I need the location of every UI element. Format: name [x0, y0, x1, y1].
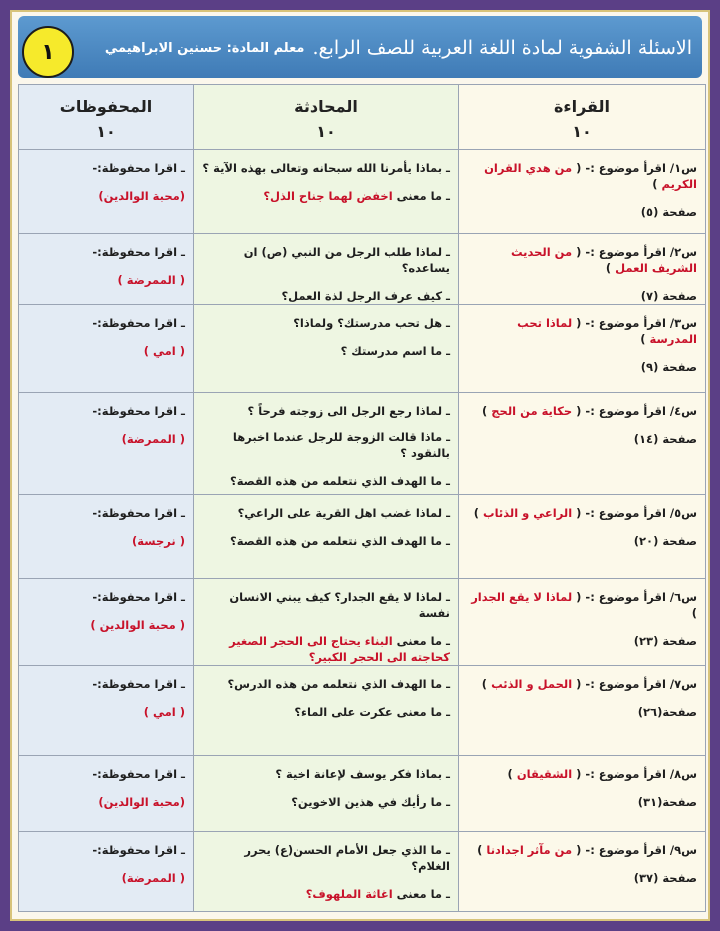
reading-question [467, 244, 697, 276]
reading-prefix: س٢/ اقرأ موضوع :- ( [576, 245, 697, 259]
memorization-cell [19, 393, 194, 495]
page-number-badge: ١ [22, 26, 74, 78]
table-row [19, 305, 706, 393]
memorization-title: ( امي ) [143, 705, 185, 719]
conversation-last-prefix: ـ ما معنى [396, 887, 450, 901]
reading-close: ) [605, 261, 612, 275]
conversation-last-prefix: ـ ما رأيك في هذين الاخوين؟ [291, 795, 450, 809]
reading-topic: الراعي و الذئاب [483, 506, 573, 520]
header-reading [459, 85, 706, 150]
memorization-label: ـ اقرا محفوظة:- [92, 767, 185, 781]
conversation-question: ـ بماذا فكر يوسف لإعانة اخية ؟ [275, 767, 450, 781]
conversation-last-prefix: ـ ما الهدف الذي نتعلمه من هذه القصة؟ [230, 474, 450, 488]
conversation-last-question [202, 188, 450, 204]
reading-close: ) [691, 606, 697, 620]
reading-cell [459, 495, 706, 579]
conversation-last-prefix: ـ كيف عرف الرجل لذة العمل؟ [281, 289, 450, 303]
reading-cell [459, 393, 706, 495]
conversation-last-prefix: ـ ما معنى [396, 634, 450, 648]
reading-page: صفحة (٣٧) [633, 871, 697, 885]
reading-topic: حكاية من الحج [491, 404, 573, 418]
memorization-cell [19, 495, 194, 579]
reading-close: ) [481, 677, 488, 691]
conversation-highlight: اغاثة الملهوف؟ [305, 887, 393, 901]
reading-page: صفحة (١٤) [633, 432, 697, 446]
header-conversation-label: المحادثة [294, 97, 358, 116]
conversation-question: ـ لماذا لا يقع الجدار؟ كيف يبني الانسان نفسة [229, 590, 450, 620]
reading-cell [459, 234, 706, 305]
reading-page: صفحة(٢٦) [637, 705, 697, 719]
conversation-last-question [202, 794, 450, 810]
teacher-name: معلم المادة: حسنين الابراهيمي [104, 40, 305, 56]
memorization-label: ـ اقرا محفوظة:- [92, 316, 185, 330]
reading-cell [459, 756, 706, 832]
conversation-question: ـ لماذا رجع الرجل الى زوجته فرحاً ؟ [247, 404, 450, 418]
conversation-cell [194, 150, 459, 234]
reading-prefix: س٩/ اقرأ موضوع :- ( [576, 843, 697, 857]
memorization-cell [19, 666, 194, 756]
reading-close: ) [481, 404, 488, 418]
reading-topic: لماذا تحب المدرسة [517, 316, 697, 346]
conversation-last-question [202, 473, 450, 489]
reading-cell [459, 579, 706, 666]
reading-question [467, 766, 697, 782]
conversation-question: ـ ماذا قالت الزوجة للرجل عندما اخبرها بالنقود ؟ [232, 430, 450, 460]
reading-prefix: س٣/ اقرأ موضوع :- ( [576, 316, 697, 330]
reading-prefix: س٥/ اقرأ موضوع :- ( [576, 506, 697, 520]
table-row [19, 150, 706, 234]
reading-question [467, 505, 697, 521]
conversation-last-prefix: ـ ما الهدف الذي نتعلمه من هذه القصة؟ [230, 534, 450, 548]
header-reading-count: ١٠ [572, 122, 592, 141]
reading-topic: لماذا لا يقع الجدار [471, 590, 573, 604]
conversation-question: ـ لماذا طلب الرجل من النبي (ص) ان يساعده؟ [243, 245, 450, 275]
reading-question [467, 160, 697, 192]
reading-page: صفحة (٢٣) [633, 634, 697, 648]
conversation-highlight: البناء يحتاج الى الحجر الصغير كحاجته الى الحجر الكبير؟ [229, 634, 450, 664]
reading-prefix: س٤/ اقرأ موضوع :- ( [576, 404, 697, 418]
memorization-label: ـ اقرا محفوظة:- [92, 677, 185, 691]
memorization-title: ( امي ) [143, 344, 185, 358]
table-row [19, 579, 706, 666]
header-reading-label: القراءة [553, 97, 611, 116]
reading-prefix: س٧/ اقرأ موضوع :- ( [576, 677, 697, 691]
page-title: الاسئلة الشفوية لمادة اللغة العربية للصف الرابع. [312, 37, 692, 59]
conversation-cell [194, 832, 459, 912]
memorization-label: ـ اقرا محفوظة:- [92, 161, 185, 175]
conversation-question: ـ ما الذي جعل الأمام الحسن(ع) يحرر الغلام؟ [244, 843, 450, 873]
reading-page: صفحة (٩) [640, 360, 697, 374]
header-conversation-count: ١٠ [316, 122, 336, 141]
reading-page: صفحة (٢٠) [633, 534, 697, 548]
reading-prefix: س٨/ اقرأ موضوع :- ( [576, 767, 697, 781]
table-row [19, 234, 706, 305]
reading-page: صفحة(٣١) [637, 795, 697, 809]
memorization-label: ـ اقرا محفوظة:- [92, 843, 185, 857]
reading-cell [459, 305, 706, 393]
conversation-cell [194, 666, 459, 756]
reading-question [467, 315, 697, 347]
table-row [19, 666, 706, 756]
header-memorization [19, 85, 194, 150]
reading-close: ) [652, 177, 658, 191]
memorization-title: ( نرجسة) [132, 534, 185, 548]
table-row [19, 393, 706, 495]
table-row [19, 832, 706, 912]
reading-cell [459, 150, 706, 234]
reading-topic: من مآثر اجدادنا [486, 843, 573, 857]
reading-close: ) [507, 767, 513, 781]
reading-question [467, 589, 697, 621]
conversation-cell [194, 495, 459, 579]
reading-question [467, 676, 697, 692]
conversation-question: ـ بماذا يأمرنا الله سبحانه وتعالى بهذه الآية ؟ [202, 161, 450, 175]
conversation-question: ـ لماذا غضب اهل القرية على الراعي؟ [237, 506, 450, 520]
conversation-cell [194, 756, 459, 832]
conversation-cell [194, 393, 459, 495]
reading-question [467, 842, 697, 858]
conversation-last-prefix: ـ ما معنى عكرت على الماء؟ [294, 705, 450, 719]
conversation-last-question [202, 633, 450, 665]
conversation-last-question [202, 533, 450, 549]
memorization-title: ( محبة الوالدين ) [90, 618, 185, 632]
header-conversation [194, 85, 459, 150]
reading-close: ) [477, 843, 483, 857]
reading-page: صفحة (٧) [640, 289, 697, 303]
conversation-last-question [202, 343, 450, 359]
reading-prefix: س١/ اقرأ موضوع :- ( [576, 161, 697, 175]
reading-topic: الحمل و الذئب [491, 677, 573, 691]
memorization-cell [19, 579, 194, 666]
memorization-cell [19, 756, 194, 832]
questions-table [18, 84, 706, 912]
conversation-cell [194, 305, 459, 393]
conversation-cell [194, 234, 459, 305]
table-row [19, 495, 706, 579]
memorization-title: (محبة الوالدين) [98, 189, 185, 203]
title-row [80, 28, 692, 68]
memorization-cell [19, 305, 194, 393]
conversation-highlight: اخفض لهما جناح الذل؟ [263, 189, 393, 203]
reading-topic: الشقيقان [516, 767, 573, 781]
conversation-last-prefix: ـ ما معنى [396, 189, 450, 203]
conversation-last-question [202, 886, 450, 902]
reading-close: ) [640, 332, 646, 346]
reading-question [467, 403, 697, 419]
table-row [19, 756, 706, 832]
conversation-cell [194, 579, 459, 666]
conversation-last-prefix: ـ ما اسم مدرستك ؟ [340, 344, 450, 358]
memorization-cell [19, 832, 194, 912]
memorization-title: ( الممرضة) [121, 871, 185, 885]
table-header-row [19, 85, 706, 150]
memorization-label: ـ اقرا محفوظة:- [92, 590, 185, 604]
reading-cell [459, 666, 706, 756]
reading-cell [459, 832, 706, 912]
memorization-label: ـ اقرا محفوظة:- [92, 506, 185, 520]
memorization-cell [19, 150, 194, 234]
reading-page: صفحة (٥) [640, 205, 697, 219]
memorization-cell [19, 234, 194, 305]
memorization-title: ( الممرضة) [121, 432, 185, 446]
conversation-last-question [202, 288, 450, 304]
memorization-label: ـ اقرا محفوظة:- [92, 245, 185, 259]
reading-topic: من هدي القران الكريم [484, 161, 697, 191]
memorization-title: ( الممرضة ) [117, 273, 185, 287]
reading-prefix: س٦/ اقرأ موضوع :- ( [576, 590, 697, 604]
reading-close: ) [473, 506, 480, 520]
conversation-question: ـ هل تحب مدرستك؟ ولماذا؟ [293, 316, 450, 330]
reading-topic: من الحديث الشريف العمل [511, 245, 697, 275]
memorization-title: (محبة الوالدين) [98, 795, 185, 809]
conversation-last-question [202, 704, 450, 720]
memorization-label: ـ اقرا محفوظة:- [92, 404, 185, 418]
header-memorization-count: ١٠ [96, 122, 116, 141]
header-memorization-label: المحفوظات [59, 97, 153, 116]
conversation-question: ـ ما الهدف الذي نتعلمه من هذه الدرس؟ [227, 677, 450, 691]
